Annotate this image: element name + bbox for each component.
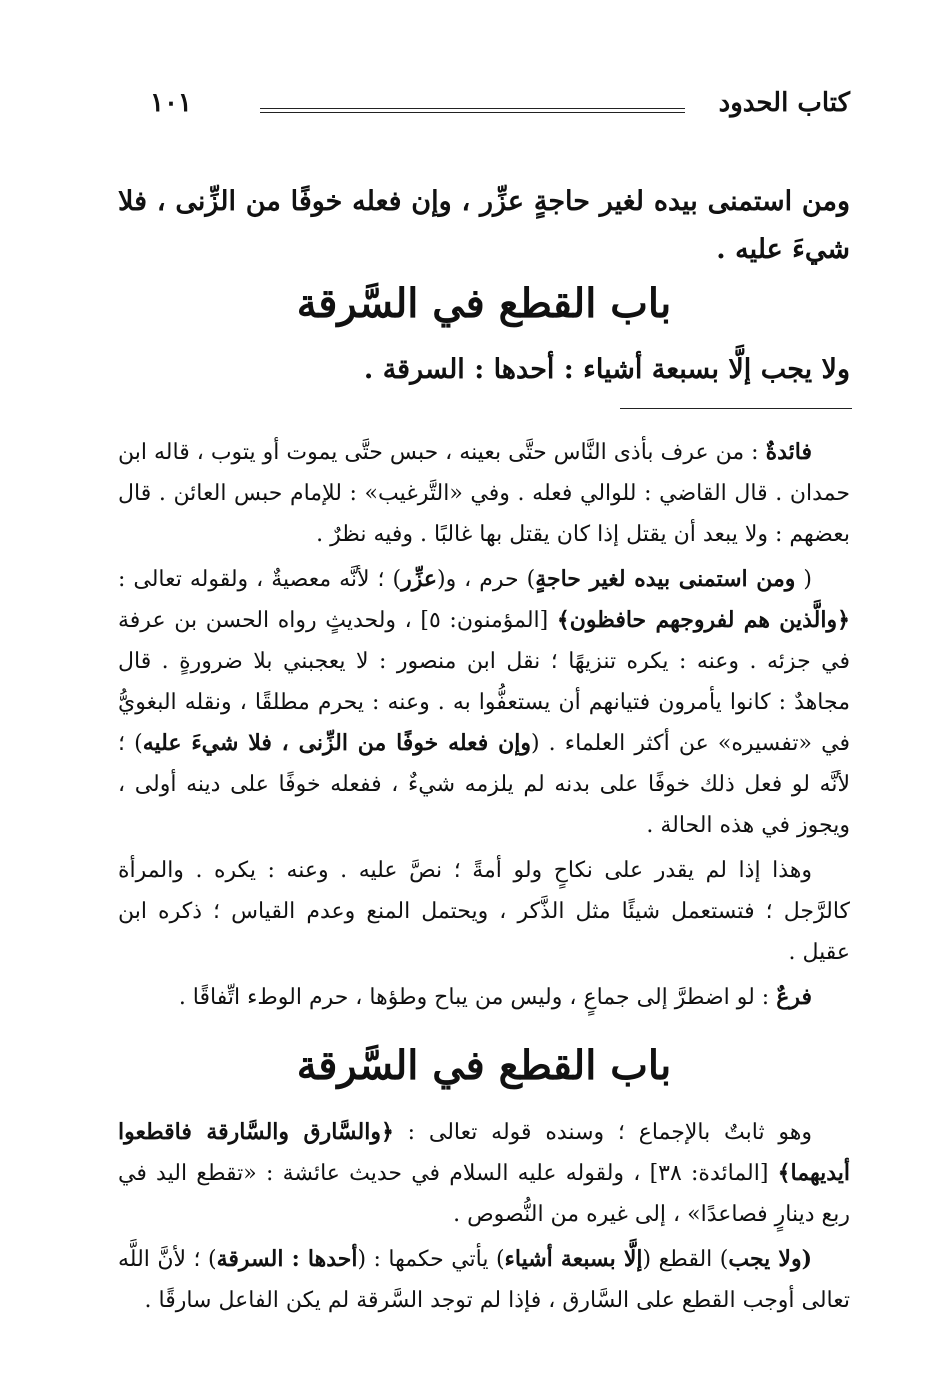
- matn-paragraph: [118, 178, 850, 274]
- page-number: ١٠١: [150, 88, 192, 118]
- commentary-paragraph: (ولا يجب) القطع (إلَّا بسبعة أشياء) يأتي حكمها : (أحدها : السرقة) ؛ لأنَّ اللَّه تعالى أوجب القطع على السَّارق ، فإذا لم توجد السَّرقة لم يكن الفاعل سارقًا .: [118, 1246, 850, 1313]
- chapter-title: باب القطع في السَّرقة: [296, 280, 672, 327]
- commentary-block-2: [118, 1112, 850, 1325]
- matn-text-2: ولا يجب إلَّا بسبعة أشياء : أحدها : السرقة .: [363, 354, 850, 385]
- quoted-matn: إلَّا بسبعة أشياء: [504, 1246, 643, 1272]
- commentary-paragraph: وهذا إذا لم يقدر على نكاحٍ ولو أمةً ؛ نصَّ عليه . وعنه : يكره . والمرأة كالرَّجل ؛ فتستعمل شيئًا مثل الذَّكر ، ويحتمل المنع وعدم القياس ؛ ذكره ابن عقيل .: [118, 858, 850, 965]
- quoted-matn: أحدها : السرقة: [216, 1246, 358, 1272]
- commentary-paragraph: وهو ثابتٌ بالإجماع ؛ وسنده قوله تعالى : ﴿والسَّارق والسَّارقة فاقطعوا أيديهما﴾ [المائدة: ٣٨] ، ولقوله عليه السلام في حديث عائشة : «تقطع اليد في ربع دينارٍ فصاعدًا» ، إلى غيره من النُّصوص .: [118, 1119, 851, 1227]
- chapter-heading-commentary: [118, 1042, 850, 1089]
- quran-quote: ﴿والسَّارق والسَّارقة فاقطعوا أيديهما﴾: [118, 1119, 851, 1186]
- commentary-paragraph: فرعٌ : لو اضطرَّ إلى جماعٍ ، وليس من يباح وطؤها ، حرم الوطء اتِّفاقًا .: [178, 984, 812, 1010]
- quoted-matn: عزِّر: [401, 566, 437, 592]
- header-rule: [260, 108, 685, 113]
- chapter-heading: [118, 280, 850, 327]
- section-divider: [620, 408, 852, 409]
- matn-paragraph-2: [118, 346, 850, 394]
- commentary-paragraph: فائدةٌ : من عرف بأذى النَّاس حتَّى بعينه ، حبس حتَّى يموت أو يتوب ، قاله ابن حمدان . قال القاضي : للوالي فعله . وفي «التَّرغيب» : للإمام حبس العائن . قال بعضهم : ولا يبعد أن يقتل إذا كان يقتل بها غالبًا . وفيه نظرٌ .: [118, 439, 850, 547]
- quoted-matn: وإن فعله خوفًا من الزِّنى ، فلا شيءَ عليه: [142, 730, 531, 756]
- chapter-title-commentary: باب القطع في السَّرقة: [296, 1042, 672, 1089]
- commentary-paragraph: ( ومن استمنى بيده لغير حاجةٍ) حرم ، و(عزِّر) ؛ لأنَّه معصيةٌ ، ولقوله تعالى : ﴿والَّذين هم لفروجهم حافظون﴾ [المؤمنون: ٥] ، ولحديثٍ رواه الحسن بن عرفة في جزئه . وعنه : يكره تنزيهًا ؛ نقل ابن منصور : لا يعجبني بلا ضرورةٍ . قال مجاهدٌ : كانوا يأمرون فتيانهم أن يستعفُّوا به . وعنه : يحرم مطلقًا ، ونقله البغويُّ في «تفسيره» عن أكثر العلماء . (وإن فعله خوفًا من الزِّنى ، فلا شيءَ عليه) ؛ لأنَّه لو فعل ذلك خوفًا على بدنه لم يلزمه شيءٌ ، ففعله خوفًا على دينه أولى ، ويجوز في هذه الحالة .: [118, 566, 850, 838]
- note-label: فرعٌ: [776, 984, 812, 1010]
- quran-quote: ﴿والَّذين هم لفروجهم حافظون﴾: [556, 607, 850, 633]
- matn-text-1: ومن استمنى بيده لغير حاجةٍ عزِّر ، وإن فعله خوفًا من الزِّنى ، فلا شيءَ عليه .: [118, 186, 850, 265]
- commentary-block-1: [118, 432, 850, 1022]
- note-label: فائدةٌ: [765, 439, 812, 465]
- quoted-matn: ومن استمنى بيده لغير حاجةٍ: [535, 566, 796, 592]
- quoted-matn: (ولا يجب: [728, 1246, 812, 1272]
- page-header: [150, 88, 850, 128]
- running-head-title: كتاب الحدود: [718, 88, 850, 118]
